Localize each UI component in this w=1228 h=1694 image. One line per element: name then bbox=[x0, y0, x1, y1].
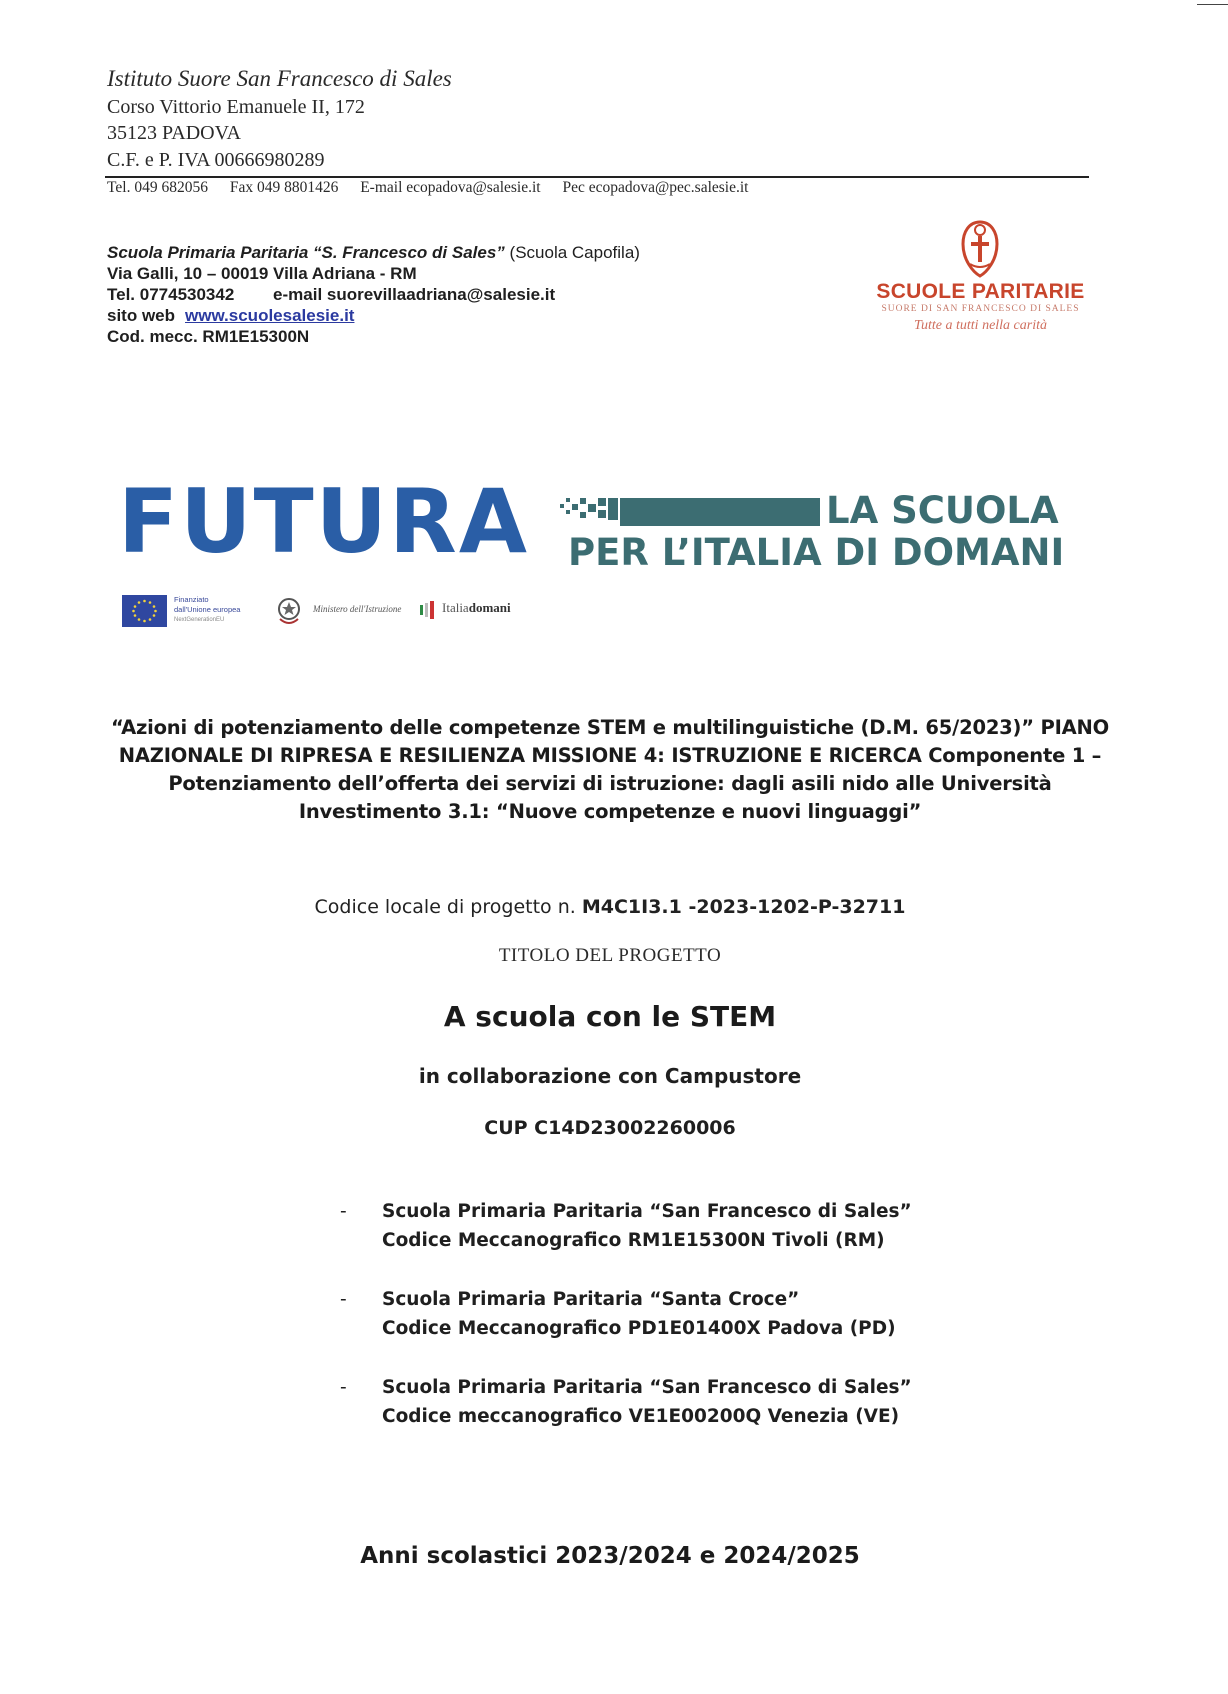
banner-line-1: LA SCUOLA bbox=[826, 489, 1059, 532]
school-years: Anni scolastici 2023/2024 e 2024/2025 bbox=[360, 1543, 860, 1569]
school-email[interactable]: e-mail suorevillaadriana@salesie.it bbox=[273, 285, 556, 304]
institute-address: Corso Vittorio Emanuele II, 172 bbox=[107, 96, 365, 118]
ministero-text: Ministero dell'Istruzione bbox=[313, 604, 402, 614]
scan-corner-mark bbox=[1197, 4, 1228, 5]
banner-line-2: PER L’ITALIA DI DOMANI bbox=[568, 531, 1065, 574]
paritarie-motto: Tutte a tutti nella carità bbox=[914, 318, 1047, 333]
project-code-value: M4C1I3.1 -2023-1202-P-32711 bbox=[581, 896, 906, 918]
project-description: “Azioni di potenziamento delle competenze STEM e multilinguistiche (D.M. 65/2023)” PIANO NAZIONALE DI RIPRESA E RESILIENZA MISSIONE 4: ISTRUZIONE E RICERCA Componente 1 – Potenziamento dell’offerta dei servizi di istruzione: dagli asili nido alle Università Investimento 3.1: “Nuove competenze e nuovi linguaggi” bbox=[110, 716, 1110, 823]
list-item-school: Scuola Primaria Paritaria “San Francesco di Sales” bbox=[382, 1201, 912, 1222]
project-code-label: Codice locale di progetto n. bbox=[314, 896, 582, 918]
list-bullet: - bbox=[340, 1201, 347, 1222]
eu-flag-icon bbox=[122, 595, 167, 627]
eu-text-line-1: Finanziato bbox=[174, 595, 209, 604]
project-cup: CUP C14D23002260006 bbox=[484, 1117, 736, 1139]
institute-name: Istituto Suore San Francesco di Sales bbox=[107, 66, 452, 91]
list-item-code: Codice Meccanografico PD1E01400X Padova (PD) bbox=[382, 1318, 896, 1339]
list-item-school: Scuola Primaria Paritaria “Santa Croce” bbox=[382, 1289, 800, 1310]
institute-city: 35123 PADOVA bbox=[107, 122, 241, 144]
italiadomani-logo bbox=[442, 600, 511, 616]
school-tel: Tel. 0774530342 bbox=[107, 285, 235, 304]
project-title-label: TITOLO DEL PROGETTO bbox=[498, 945, 722, 966]
project-code bbox=[110, 896, 1110, 918]
school-site-label: sito web bbox=[107, 306, 176, 325]
italiadomani-part-1: Italia bbox=[442, 600, 469, 615]
contact-fax: Fax 049 8801426 bbox=[229, 179, 339, 196]
school-name-main: Scuola Primaria Paritaria “S. Francesco di Sales” bbox=[107, 243, 505, 262]
futura-logo: FUTURA bbox=[118, 470, 529, 573]
contact-tel: Tel. 049 682056 bbox=[107, 179, 208, 196]
italian-republic-emblem-icon bbox=[276, 595, 302, 627]
project-title: A scuola con le STEM bbox=[443, 1000, 777, 1033]
italy-flag-icon bbox=[420, 601, 436, 619]
contact-pec[interactable]: Pec ecopadova@pec.salesie.it bbox=[562, 179, 749, 196]
eu-text-line-3: NextGenerationEU bbox=[174, 617, 225, 623]
institute-vat: C.F. e P. IVA 00666980289 bbox=[107, 149, 325, 171]
school-name-role: (Scuola Capofila) bbox=[504, 243, 640, 262]
contact-email[interactable]: E-mail ecopadova@salesie.it bbox=[360, 179, 541, 196]
institute-contacts bbox=[107, 179, 766, 197]
list-item-code: Codice Meccanografico RM1E15300N Tivoli (RM) bbox=[382, 1230, 885, 1251]
pixel-pattern-icon bbox=[560, 498, 820, 528]
school-contacts bbox=[107, 285, 555, 305]
school-name bbox=[107, 243, 640, 263]
italiadomani-part-2: domani bbox=[468, 600, 511, 615]
school-address: Via Galli, 10 – 00019 Villa Adriana - RM bbox=[107, 264, 417, 283]
eu-funding-text bbox=[174, 595, 240, 625]
list-bullet: - bbox=[340, 1377, 347, 1398]
paritarie-emblem-icon bbox=[955, 218, 1005, 280]
header-divider bbox=[105, 176, 1089, 178]
school-mecc-code: Cod. mecc. RM1E15300N bbox=[107, 327, 310, 346]
school-site-link[interactable]: www.scuolesalesie.it bbox=[185, 306, 355, 325]
list-item-school: Scuola Primaria Paritaria “San Francesco di Sales” bbox=[382, 1377, 912, 1398]
school-website bbox=[107, 306, 354, 326]
list-bullet: - bbox=[340, 1289, 347, 1310]
paritarie-subtitle: SUORE DI SAN FRANCESCO DI SALES bbox=[881, 304, 1080, 314]
list-item-code: Codice meccanografico VE1E00200Q Venezia (VE) bbox=[382, 1406, 900, 1427]
eu-text-line-2: dall'Unione europea bbox=[174, 605, 241, 614]
project-collaboration: in collaborazione con Campustore bbox=[418, 1064, 802, 1088]
paritarie-title: SCUOLE PARITARIE bbox=[876, 280, 1085, 303]
